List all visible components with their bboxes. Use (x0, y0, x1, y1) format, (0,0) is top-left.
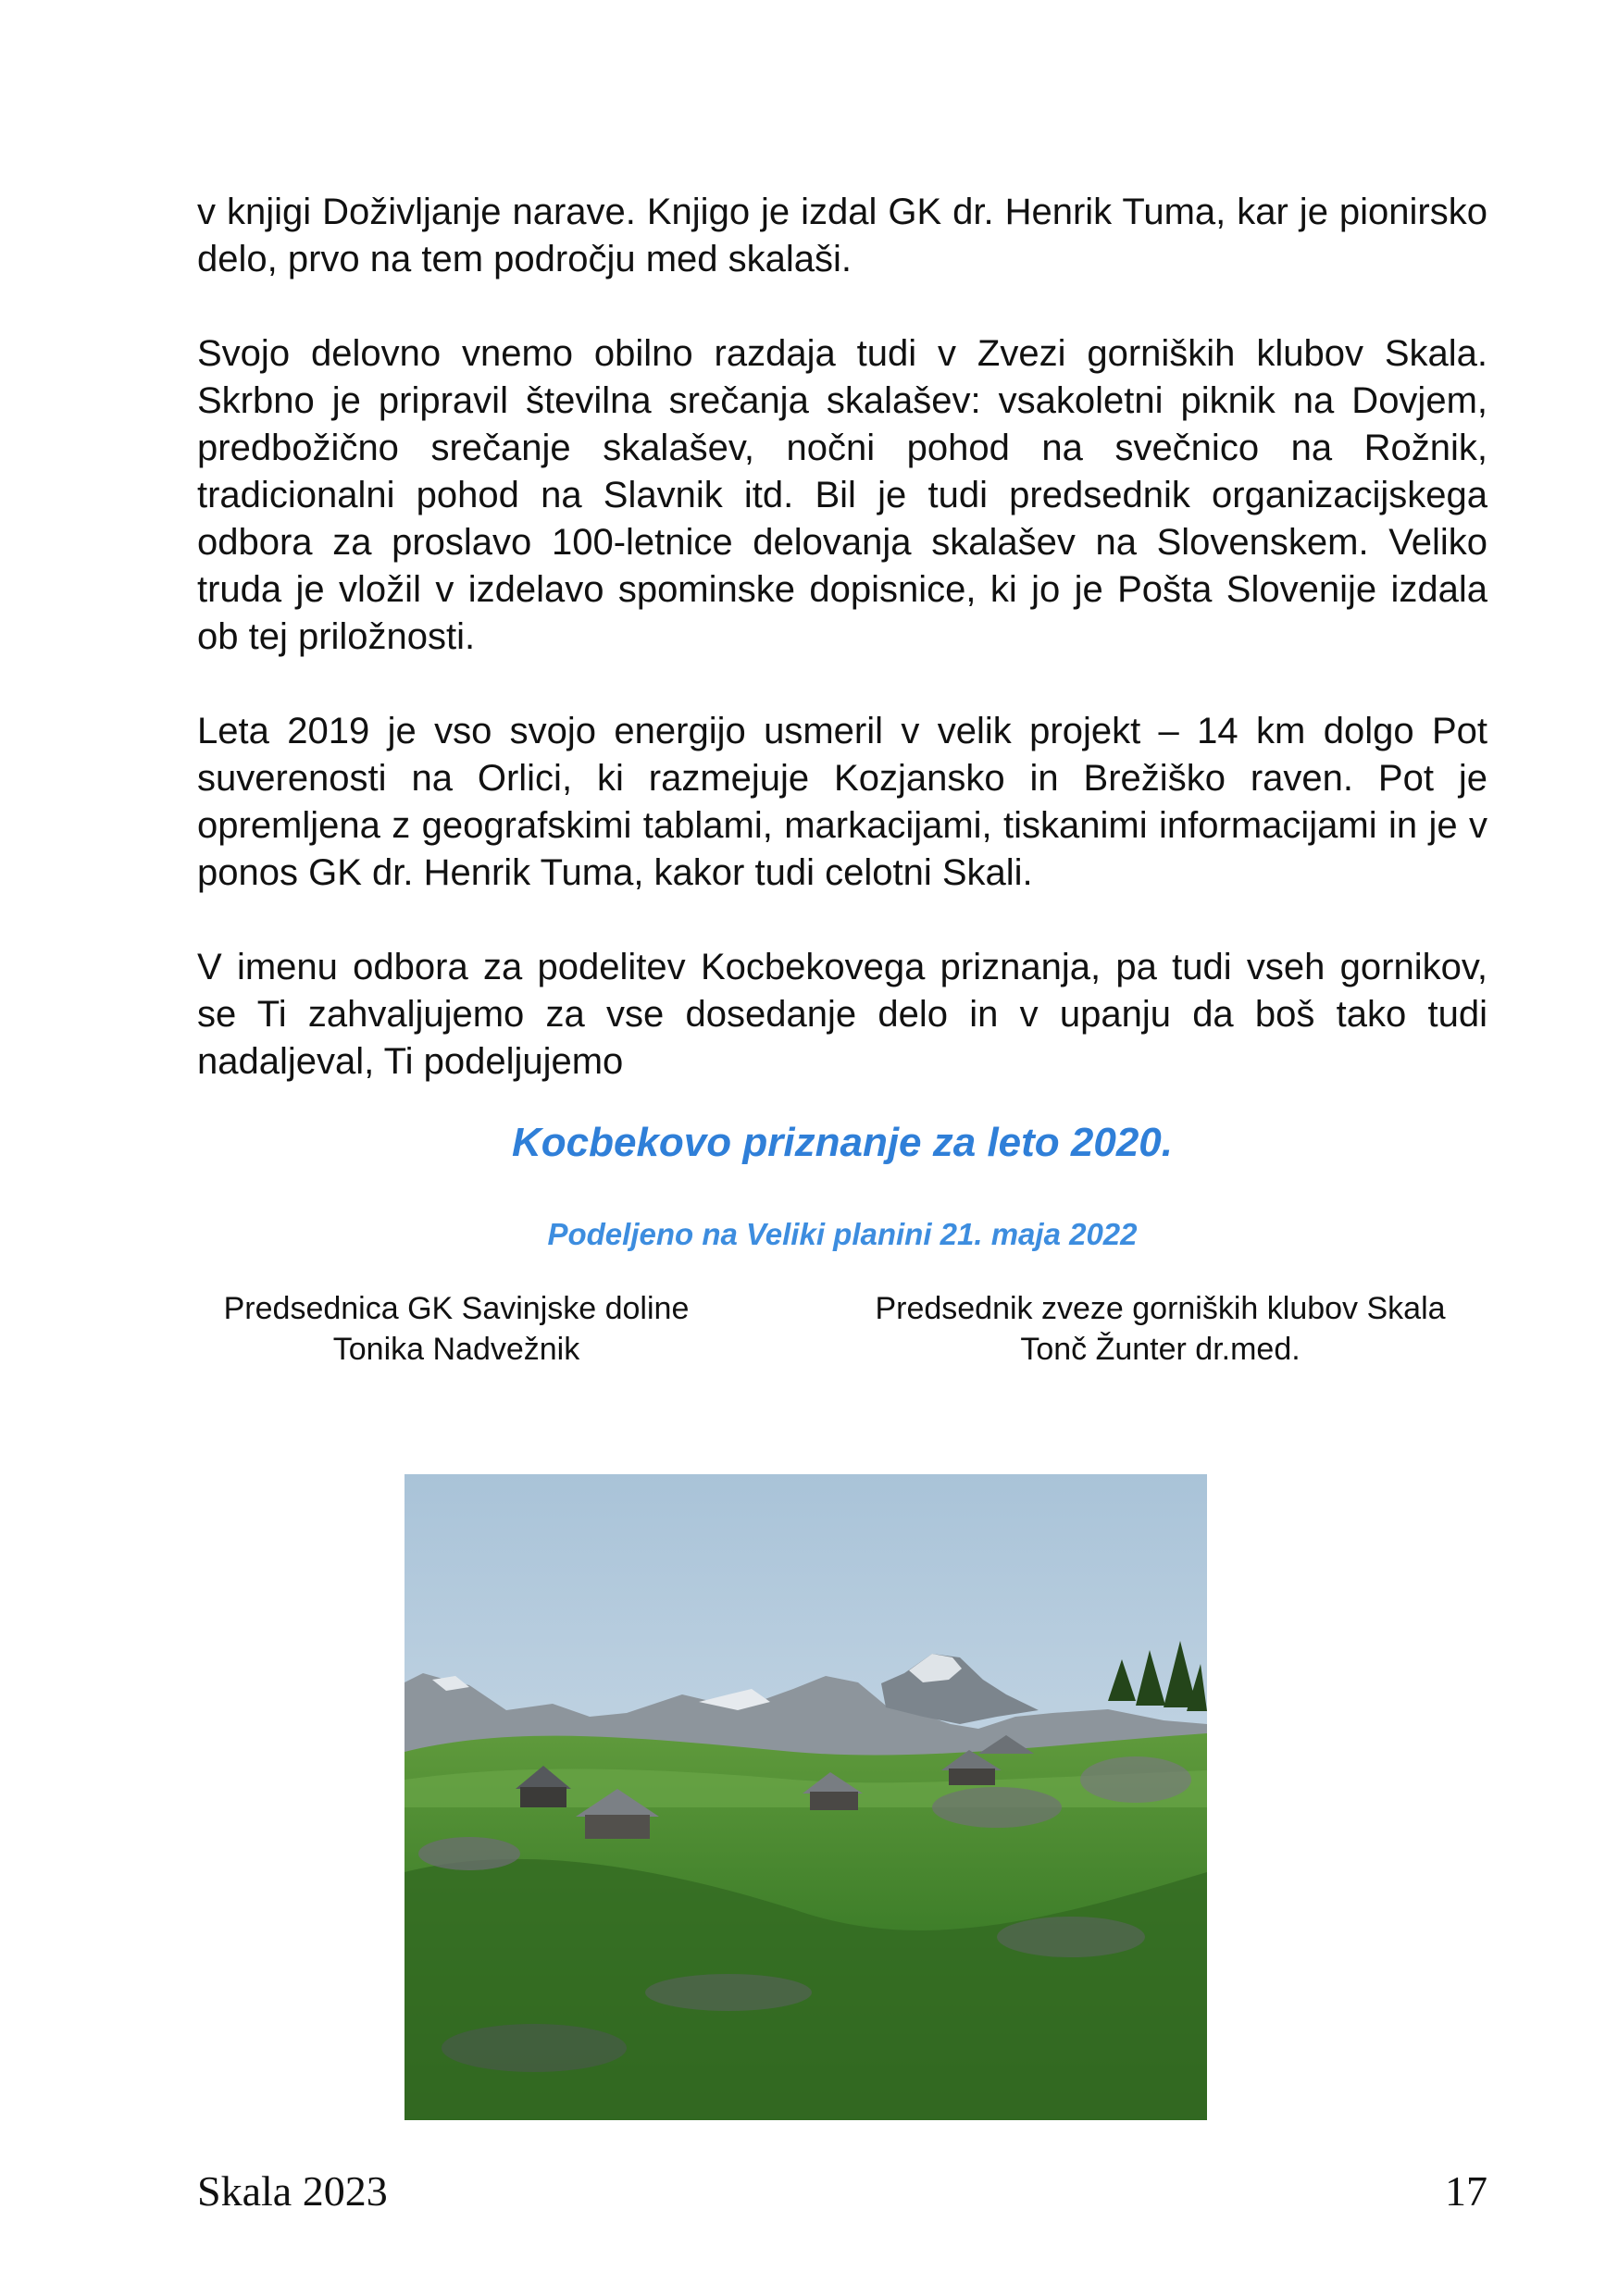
footer-publication: Skala 2023 (197, 2167, 388, 2215)
award-subtitle: Podeljeno na Veliki planini 21. maja 2022 (547, 1217, 1138, 1251)
paragraph: Svojo delovno vnemo obilno razdaja tudi v Zvezi gorniških klubov Skala. Skrbno je pripravil številna srečanja skalašev: vsakoletni piknik na Dovjem, predbožično srečanje skalašev, nočni pohod na svečnico na Rožnik, tradicionalni pohod na Slavnik itd. Bil je tudi predsednik organizacijskega odbora za proslavo 100-letnice delovanja skalašev na Slovenskem. Veliko truda je vložil v izdelavo spominske dopisnice, ki jo je Pošta Slovenije izdala ob tej priložnosti. (197, 333, 1487, 657)
body-text (197, 189, 1487, 1086)
signature-role: Predsednica GK Savinjske doline (223, 1291, 690, 1326)
signature-left (197, 1288, 716, 1370)
award-title: Kocbekovo priznanje za leto 2020. (511, 1120, 1173, 1165)
signature-name: Tonč Žunter dr.med. (1020, 1332, 1301, 1367)
paragraph: Leta 2019 je vso svojo energijo usmeril v velik projekt – 14 km dolgo Pot suverenosti na Orlici, ki razmejuje Kozjansko in Brežiško raven. Pot je opremljena z geografskimi tablami, markacijami, tiskanimi informacijami in je v ponos GK dr. Henrik Tuma, kakor tudi celotni Skali. (197, 711, 1487, 893)
landscape-illustration (404, 1474, 1207, 2120)
paragraph: V imenu odbora za podelitev Kocbekovega priznanja, pa tudi vseh gornikov, se Ti zahvaljujemo za vse dosedanje delo in v upanju da boš tako tudi nadaljeval, Ti podeljujemo (197, 947, 1487, 1082)
landscape-photo (404, 1474, 1207, 2120)
signature-role: Predsednik zveze gorniških klubov Skala (875, 1291, 1446, 1326)
signature-right (833, 1288, 1487, 1370)
signature-name: Tonika Nadvežnik (332, 1332, 580, 1367)
page-number: 17 (1445, 2167, 1487, 2215)
paragraph: v knjigi Doživljanje narave. Knjigo je izdal GK dr. Henrik Tuma, kar je pionirsko delo, prvo na tem področju med skalaši. (197, 192, 1487, 279)
